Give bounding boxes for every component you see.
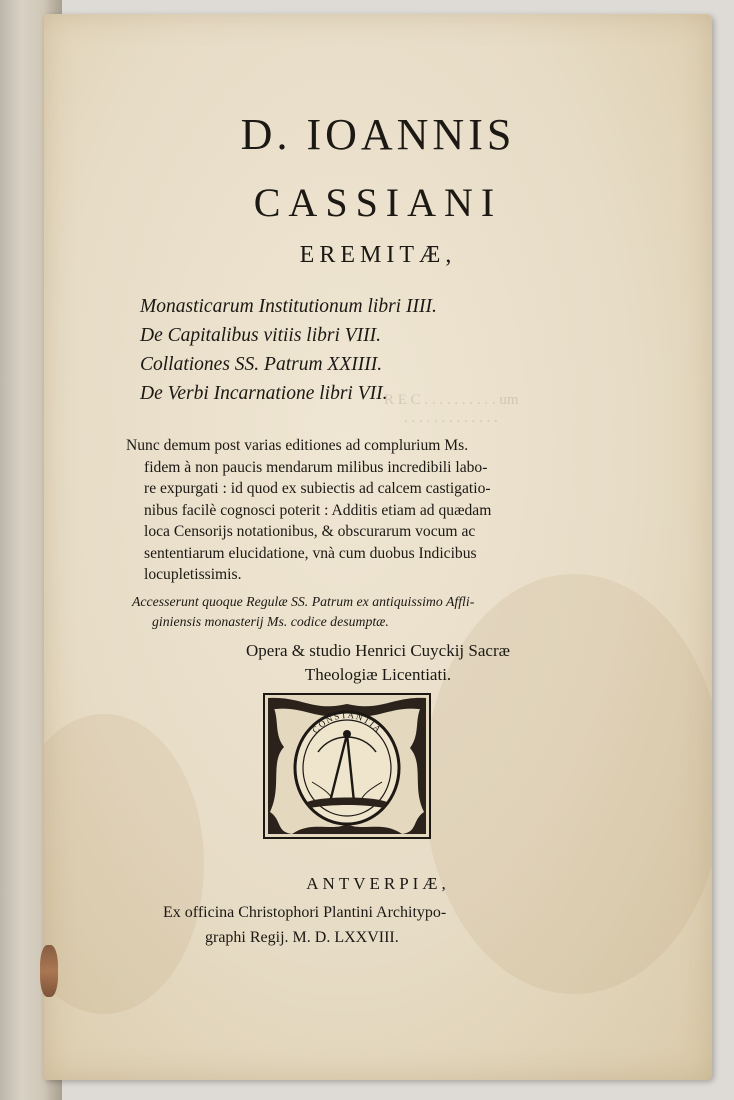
description-paragraph xyxy=(126,435,626,586)
accesserunt-line: giniensis monasterij Ms. codice desumptæ. xyxy=(152,614,389,629)
accesserunt-line: Accesserunt quoque Regulæ SS. Patrum ex antiquissimo Affli- xyxy=(132,594,475,609)
show-through-text: R E C . . . . . . . . . . um xyxy=(384,392,519,408)
description-line: Nunc demum post varias editiones ad complurium Ms. xyxy=(126,437,469,454)
compass-emblem-icon xyxy=(262,692,432,840)
description-line: re expurgati : id quod ex subiectis ad calcem castigatio- xyxy=(144,480,491,497)
author-name: D. IOANNIS xyxy=(240,110,516,159)
emblem-motto: CONSTANTIA xyxy=(310,709,384,736)
paper-stain xyxy=(44,714,204,1014)
accesserunt-note xyxy=(132,592,632,632)
contents-line: De Verbi Incarnatione libri VII. xyxy=(140,383,388,404)
contents-line: De Capitalibus vitiis libri VIII. xyxy=(140,325,382,346)
description-line: sententiarum elucidatione, vnà cum duobus Indicibus xyxy=(144,544,477,562)
description-line: loca Censorijs notationibus, & obscurarum vocum ac xyxy=(144,523,476,540)
editor-line: Opera & studio Henrici Cuyckij Sacræ xyxy=(246,641,510,660)
paper-stain xyxy=(424,574,712,994)
imprint-printer: Ex officina Christophori Plantini Architypo- xyxy=(163,904,447,921)
description-line: locupletissimis. xyxy=(144,566,242,583)
contents-line: Collationes SS. Patrum XXIIII. xyxy=(140,354,383,375)
imprint-date: graphi Regij. M. D. LXXVIII. xyxy=(205,929,399,946)
author-epithet: EREMITÆ, xyxy=(299,242,457,268)
description-line: nibus facilè cognosci poterit : Additis etiam ad quædam xyxy=(144,501,492,519)
contents-line: Monasticarum Institutionum libri IIII. xyxy=(140,296,437,317)
show-through-text: . . . . . . . . . . . . . xyxy=(404,410,498,426)
editor-title: Theologiæ Licentiati. xyxy=(304,665,452,684)
binding-thread xyxy=(40,945,58,997)
imprint-place: ANTVERPIÆ, xyxy=(306,874,450,893)
title-page xyxy=(44,14,712,1080)
description-line: fidem à non paucis mendarum milibus incredibili labo- xyxy=(144,458,488,476)
author-surname: CASSIANI xyxy=(253,180,503,225)
